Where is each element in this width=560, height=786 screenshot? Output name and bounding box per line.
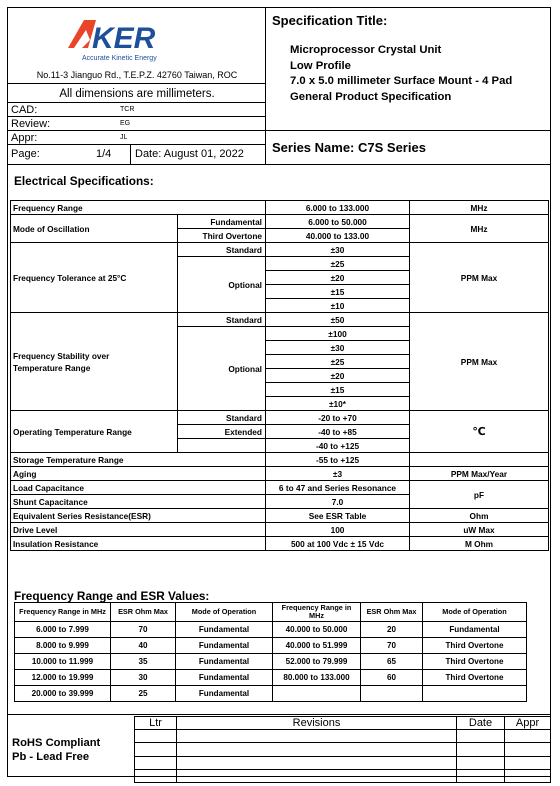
op-temp-standard-label: Standard [178,411,266,425]
column-header: Ltr [135,717,177,730]
appr-row [8,131,266,145]
oscillation-label: Mode of Oscillation [11,215,178,243]
table-cell: 20.000 to 39.999 [15,686,111,702]
column-header: Appr [505,717,551,730]
table-cell: 65 [361,654,423,670]
insulation-unit: M Ohm [410,537,549,551]
stability-optional-value: ±15 [266,383,410,397]
cad-row [8,103,266,117]
spec-line: 7.0 x 5.0 millimeter Surface Mount - 4 Pad [290,75,513,87]
stability-label-line: Temperature Range [13,362,91,373]
table-cell: Third Overtone [423,638,527,654]
storage-label: Storage Temperature Range [11,453,266,467]
stability-label [11,313,178,411]
company-address: No.11-3 Jianguo Rd., T.E.P.Z. 42760 Taiwan, ROC [36,70,238,80]
table-row [11,467,549,481]
tolerance-standard-value: ±30 [266,243,410,257]
table-cell: 40 [111,638,176,654]
table-cell: Fundamental [423,622,527,638]
op-temp-extended-value: -40 to +85 [266,425,410,439]
date-text: Date: August 01, 2022 [135,148,244,160]
table-row [11,201,549,215]
table-cell: 40.000 to 50.000 [273,622,361,638]
table-row [11,523,549,537]
empty-cell [178,439,266,453]
tolerance-optional-label: Optional [178,257,266,313]
electrical-spec-table [10,200,549,551]
column-header: Date [457,717,505,730]
esr-unit: Ohm [410,509,549,523]
esr-value: See ESR Table [266,509,410,523]
table-cell: 12.000 to 19.999 [15,670,111,686]
empty-cell [410,453,549,467]
table-row [135,743,551,756]
stability-optional-value: ±30 [266,341,410,355]
table-cell: 10.000 to 11.999 [15,654,111,670]
stability-optional-value: ±20 [266,369,410,383]
stability-optional-value: ±100 [266,327,410,341]
table-cell: 40.000 to 51.999 [273,638,361,654]
series-name: Series Name: C7S Series [266,130,550,164]
spec-line: Microprocessor Crystal Unit [290,44,442,56]
op-temp-extra-value: -40 to +125 [266,439,410,453]
spec-sheet-page [7,7,551,777]
table-row [11,215,549,229]
review-value: EG [120,120,131,127]
column-header: Frequency Range in MHz [273,603,361,622]
load-cap-label: Load Capacitance [11,481,266,495]
table-cell: Fundamental [176,686,273,702]
table-cell: 20 [361,622,423,638]
table-cell: 8.000 to 9.999 [15,638,111,654]
op-temp-unit: ℃ [410,411,549,453]
header-left-block [8,8,266,164]
table-cell: Third Overtone [423,654,527,670]
oscillation-unit: MHz [410,215,549,243]
table-cell: 80.000 to 133.000 [273,670,361,686]
tolerance-optional-value: ±20 [266,271,410,285]
op-temp-label: Operating Temperature Range [11,411,178,453]
table-row [15,622,527,638]
table-cell: 35 [111,654,176,670]
cap-unit: pF [410,481,549,509]
tolerance-optional-value: ±10 [266,299,410,313]
table-row [135,769,551,782]
table-cell: 60 [361,670,423,686]
table-cell: Third Overtone [423,670,527,686]
esr-table-title: Frequency Range and ESR Values: [14,589,210,603]
column-header: Mode of Operation [176,603,273,622]
table-row [11,411,549,425]
footer-divider [8,714,550,715]
stability-optional-value: ±25 [266,355,410,369]
spec-line: General Product Specification [290,90,452,103]
table-cell: 70 [361,638,423,654]
table-row [11,313,549,327]
freq-range-unit: MHz [410,201,549,215]
tolerance-optional-value: ±25 [266,257,410,271]
table-row [11,537,549,551]
spec-title-label: Specification Title: [272,13,388,28]
stability-optional-value: ±10* [266,397,410,411]
column-header: Mode of Operation [423,603,527,622]
shunt-cap-value: 7.0 [266,495,410,509]
column-header: Frequency Range in MHz [15,603,111,622]
overtone-value: 40.000 to 133.00 [266,229,410,243]
revisions-table [134,716,551,783]
fundamental-value: 6.000 to 50.000 [266,215,410,229]
column-header: ESR Ohm Max [111,603,176,622]
op-temp-extended-label: Extended [178,425,266,439]
insulation-value: 500 at 100 Vdc ± 15 Vdc [266,537,410,551]
table-row [15,670,527,686]
table-cell: 30 [111,670,176,686]
insulation-label: Insulation Resistance [11,537,266,551]
table-row [11,509,549,523]
review-label: Review: [11,118,51,130]
table-cell: 52.000 to 79.999 [273,654,361,670]
drive-value: 100 [266,523,410,537]
appr-label: Appr: [11,132,38,144]
overtone-label: Third Overtone [178,229,266,243]
table-row [135,756,551,769]
tolerance-unit: PPM Max [410,243,549,313]
table-cell [361,686,423,702]
tolerance-label: Frequency Tolerance at 25°C [11,243,178,313]
table-cell: 25 [111,686,176,702]
aging-label: Aging [11,467,266,481]
table-cell: Fundamental [176,622,273,638]
stability-label-line: Frequency Stability over [13,350,110,361]
aging-value: ±3 [266,467,410,481]
shunt-cap-label: Shunt Capacitance [11,495,266,509]
svg-text:Accurate Kinetic Energy: Accurate Kinetic Energy [82,55,157,62]
freq-range-value: 6.000 to 133.000 [266,201,410,215]
review-row [8,117,266,131]
storage-value: -55 to +125 [266,453,410,467]
header-divider [8,164,550,165]
table-cell [423,686,527,702]
fundamental-label: Fundamental [178,215,266,229]
table-row [11,453,549,467]
table-cell: Fundamental [176,654,273,670]
drive-label: Drive Level [11,523,266,537]
table-row [15,686,527,702]
stability-optional-label: Optional [178,327,266,411]
table-row [15,638,527,654]
rohs-line: RoHS Compliant [12,737,101,749]
load-cap-value: 6 to 47 and Series Resonance [266,481,410,495]
column-header: Revisions [177,717,457,730]
aker-logo [66,18,206,64]
tolerance-optional-value: ±15 [266,285,410,299]
stability-standard-value: ±50 [266,313,410,327]
cad-label: CAD: [11,104,38,116]
page-value: 1/4 [96,148,112,160]
spec-line: Low Profile [290,59,351,72]
table-row [11,481,549,495]
svg-text:KER: KER [92,22,156,55]
rohs-compliance [12,736,100,764]
stability-standard-label: Standard [178,313,266,327]
table-row [15,654,527,670]
table-cell: 70 [111,622,176,638]
table-row [11,243,549,257]
appr-value: JL [120,134,128,141]
table-cell: Fundamental [176,670,273,686]
table-cell: 6.000 to 7.999 [15,622,111,638]
esr-values-table [14,602,527,702]
table-header-row [15,603,527,622]
page-row [8,145,266,164]
drive-unit: uW Max [410,523,549,537]
tolerance-standard-label: Standard [178,243,266,257]
stability-unit: PPM Max [410,313,549,411]
table-cell [273,686,361,702]
dimensions-note: All dimensions are millimeters. [8,83,266,103]
page-label: Page: [11,148,40,160]
spec-title-lines [290,43,512,105]
aging-unit: PPM Max/Year [410,467,549,481]
electrical-title: Electrical Specifications: [14,174,154,188]
freq-range-label: Frequency Range [11,201,266,215]
table-header-row [135,717,551,730]
column-header: ESR Ohm Max [361,603,423,622]
cad-value: TCR [120,106,135,113]
header-right-block [266,8,550,164]
esr-label: Equivalent Series Resistance(ESR) [11,509,266,523]
op-temp-standard-value: -20 to +70 [266,411,410,425]
table-cell: Fundamental [176,638,273,654]
rohs-line: Pb - Lead Free [12,751,90,763]
table-row [135,730,551,743]
